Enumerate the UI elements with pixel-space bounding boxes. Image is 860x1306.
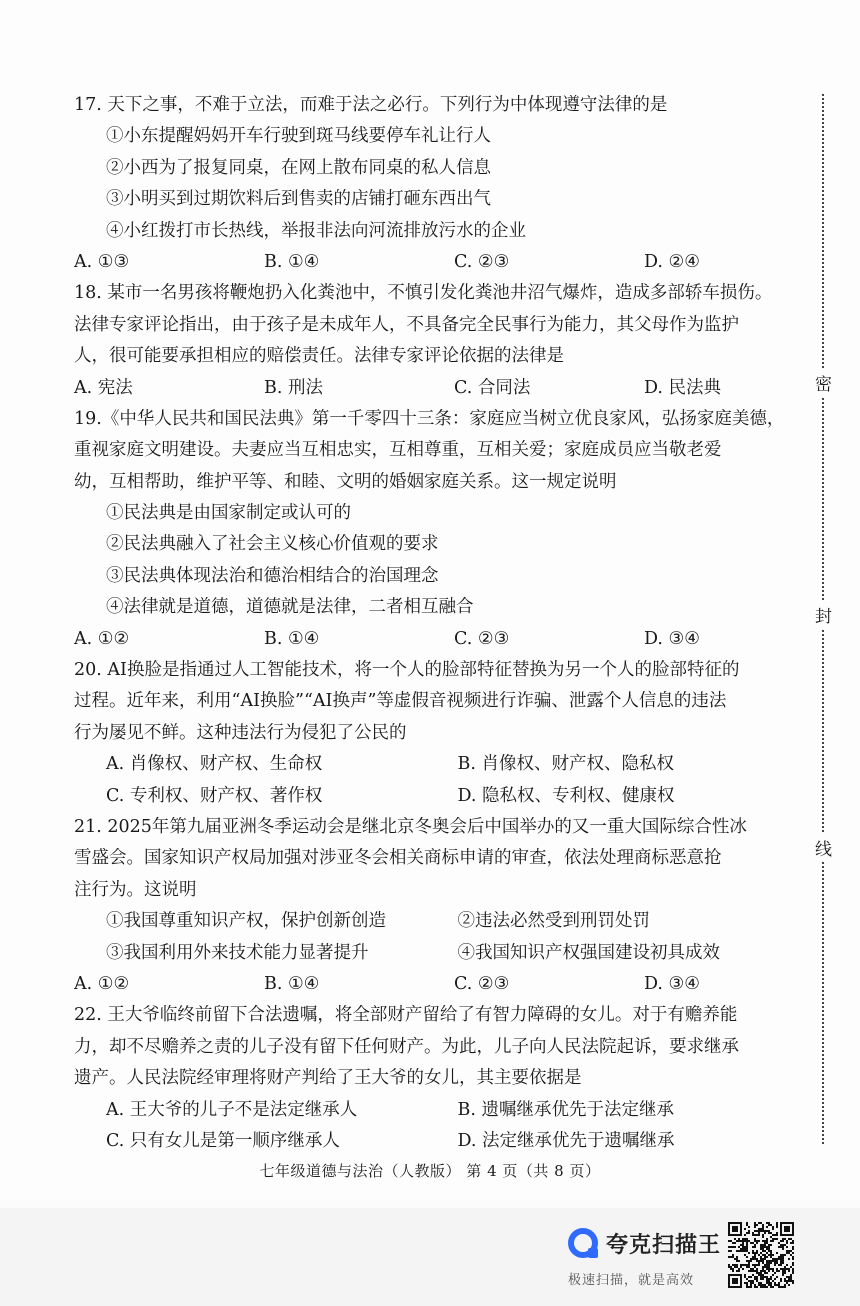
answer-options — [74, 247, 809, 278]
margin-char-xian: 线 — [815, 833, 832, 862]
page-footer: 七年级道德与法治（人教版） 第 4 页（共 8 页） — [259, 1162, 601, 1180]
question-stem-line: 注行为。这说明 — [74, 879, 197, 900]
statement-item: ①小东提醒妈妈开车行驶到斑马线要停车礼让行人 — [106, 126, 491, 147]
answer-option: C. 专利权、财产权、著作权 — [106, 785, 323, 806]
statement-item: ③我国利用外来技术能力显著提升 — [106, 942, 369, 963]
answer-option: D. 隐私权、专利权、健康权 — [457, 785, 675, 806]
answer-options-row — [74, 1095, 809, 1126]
answer-option: A. ①② — [74, 628, 130, 649]
statement-item: ②违法必然受到刑罚处罚 — [457, 911, 650, 932]
statement-item: ④我国知识产权强国建设初具成效 — [457, 942, 720, 963]
answer-option: D. ③④ — [644, 973, 700, 994]
question-stem-line: 法律专家评论指出，由于孩子是未成年人，不具备完全民事行为能力，其父母作为监护 — [74, 314, 739, 335]
statement-item: ①民法典是由国家制定或认可的 — [106, 503, 351, 524]
statement-item: ②小西为了报复同桌，在网上散布同桌的私人信息 — [106, 157, 491, 178]
answer-option: C. 只有女儿是第一顺序继承人 — [106, 1130, 340, 1151]
scanner-slogan: 极速扫描，就是高效 — [568, 1273, 695, 1288]
scanner-brand: 夸克扫描王 — [606, 1233, 722, 1258]
statement-item: ②民法典融入了社会主义核心价值观的要求 — [106, 534, 439, 555]
question-stem-line: 遗产。人民法院经审理将财产判给了王大爷的女儿，其主要依据是 — [74, 1068, 582, 1089]
statement-item: ④法律就是道德，道德就是法律，二者相互融合 — [106, 597, 474, 618]
margin-char-mi: 密 — [815, 368, 832, 397]
question-19 — [74, 404, 809, 655]
question-stem-line: 21. 2025年第九届亚洲冬季运动会是继北京冬奥会后中国举办的又一重大国际综合性冰 — [74, 816, 747, 837]
answer-option: A. 王大爷的儿子不是法定继承人 — [106, 1099, 358, 1120]
statement-row — [74, 938, 809, 969]
question-17 — [74, 90, 809, 278]
answer-options — [74, 624, 809, 655]
question-stem-line: 22. 王大爷临终前留下合法遗嘱，将全部财产留给了有智力障碍的女儿。对于有赡养能 — [74, 1005, 738, 1026]
answer-option: D. ②④ — [644, 251, 700, 272]
answer-option: B. 遗嘱继承优先于法定继承 — [457, 1099, 674, 1120]
question-stem-line: 过程。近年来，利用“AI换脸”“AI换声”等虚假音视频进行诈骗、泄露个人信息的违法 — [74, 691, 727, 712]
question-stem-line: 重视家庭文明建设。夫妻应当互相忠实，互相尊重，互相关爱；家庭成员应当敬老爱 — [74, 440, 722, 461]
answer-option: B. ①④ — [264, 251, 320, 272]
question-stem-line: 雪盛会。国家知识产权局加强对涉亚冬会相关商标申请的审查，依法处理商标恶意抢 — [74, 848, 722, 869]
answer-option: C. ②③ — [454, 251, 510, 272]
statement-item: ③民法典体现法治和德治相结合的治国理念 — [106, 565, 439, 586]
answer-option: A. ①② — [74, 973, 130, 994]
question-20 — [74, 655, 809, 812]
answer-option: B. ①④ — [264, 628, 320, 649]
answer-option: C. ②③ — [454, 628, 510, 649]
answer-option: C. ②③ — [454, 973, 510, 994]
question-stem-line: 力，却不尽赡养之责的儿子没有留下任何财产。为此，儿子向人民法院起诉，要求继承 — [74, 1036, 739, 1057]
answer-options-row — [74, 1126, 809, 1157]
answer-option: D. 民法典 — [644, 377, 722, 398]
answer-option: A. ①③ — [74, 251, 130, 272]
question-stem-line: 17. 天下之事，不难于立法，而难于法之必行。下列行为中体现遵守法律的是 — [74, 95, 668, 115]
question-stem-line: 18. 某市一名男孩将鞭炮扔入化粪池中，不慎引发化粪池井沼气爆炸，造成多部轿车损伤。 — [74, 283, 773, 304]
answer-options — [74, 969, 809, 1000]
question-stem-line: 20. AI换脸是指通过人工智能技术，将一个人的脸部特征替换为另一个人的脸部特征的 — [74, 660, 740, 681]
qr-code-icon — [728, 1222, 794, 1288]
answer-option: D. ③④ — [644, 628, 700, 649]
question-stem-line: 行为屡见不鲜。这种违法行为侵犯了公民的 — [74, 722, 407, 743]
question-stem-line: 幼，互相帮助，维护平等、和睦、文明的婚姻家庭关系。这一规定说明 — [74, 471, 617, 492]
answer-option: A. 宪法 — [74, 377, 133, 398]
statement-row — [74, 906, 809, 937]
answer-option: B. 肖像权、财产权、隐私权 — [457, 754, 674, 775]
question-22 — [74, 1000, 809, 1157]
answer-options — [74, 373, 809, 404]
answer-option: B. 刑法 — [264, 377, 323, 398]
quark-logo-icon — [568, 1228, 598, 1258]
answer-options-row — [74, 749, 809, 780]
question-21 — [74, 812, 809, 1000]
question-stem-line: 19.《中华人民共和国民法典》第一千零四十三条：家庭应当树立优良家风，弘扬家庭美德， — [74, 408, 785, 429]
answer-option: B. ①④ — [264, 973, 320, 994]
statement-item: ④小红拨打市长热线，举报非法向河流排放污水的企业 — [106, 220, 526, 241]
statement-item: ①我国尊重知识产权，保护创新创造 — [106, 911, 386, 932]
statement-item: ③小明买到过期饮料后到售卖的店铺打砸东西出气 — [106, 189, 491, 210]
question-list — [74, 90, 809, 1157]
question-stem-line: 人，很可能要承担相应的赔偿责任。法律专家评论依据的法律是 — [74, 346, 564, 367]
answer-option: A. 肖像权、财产权、生命权 — [106, 754, 323, 775]
answer-option: C. 合同法 — [454, 377, 531, 398]
answer-options-row — [74, 781, 809, 812]
question-18 — [74, 278, 809, 404]
answer-option: D. 法定继承优先于遗嘱继承 — [457, 1130, 675, 1151]
margin-char-feng: 封 — [815, 600, 832, 629]
